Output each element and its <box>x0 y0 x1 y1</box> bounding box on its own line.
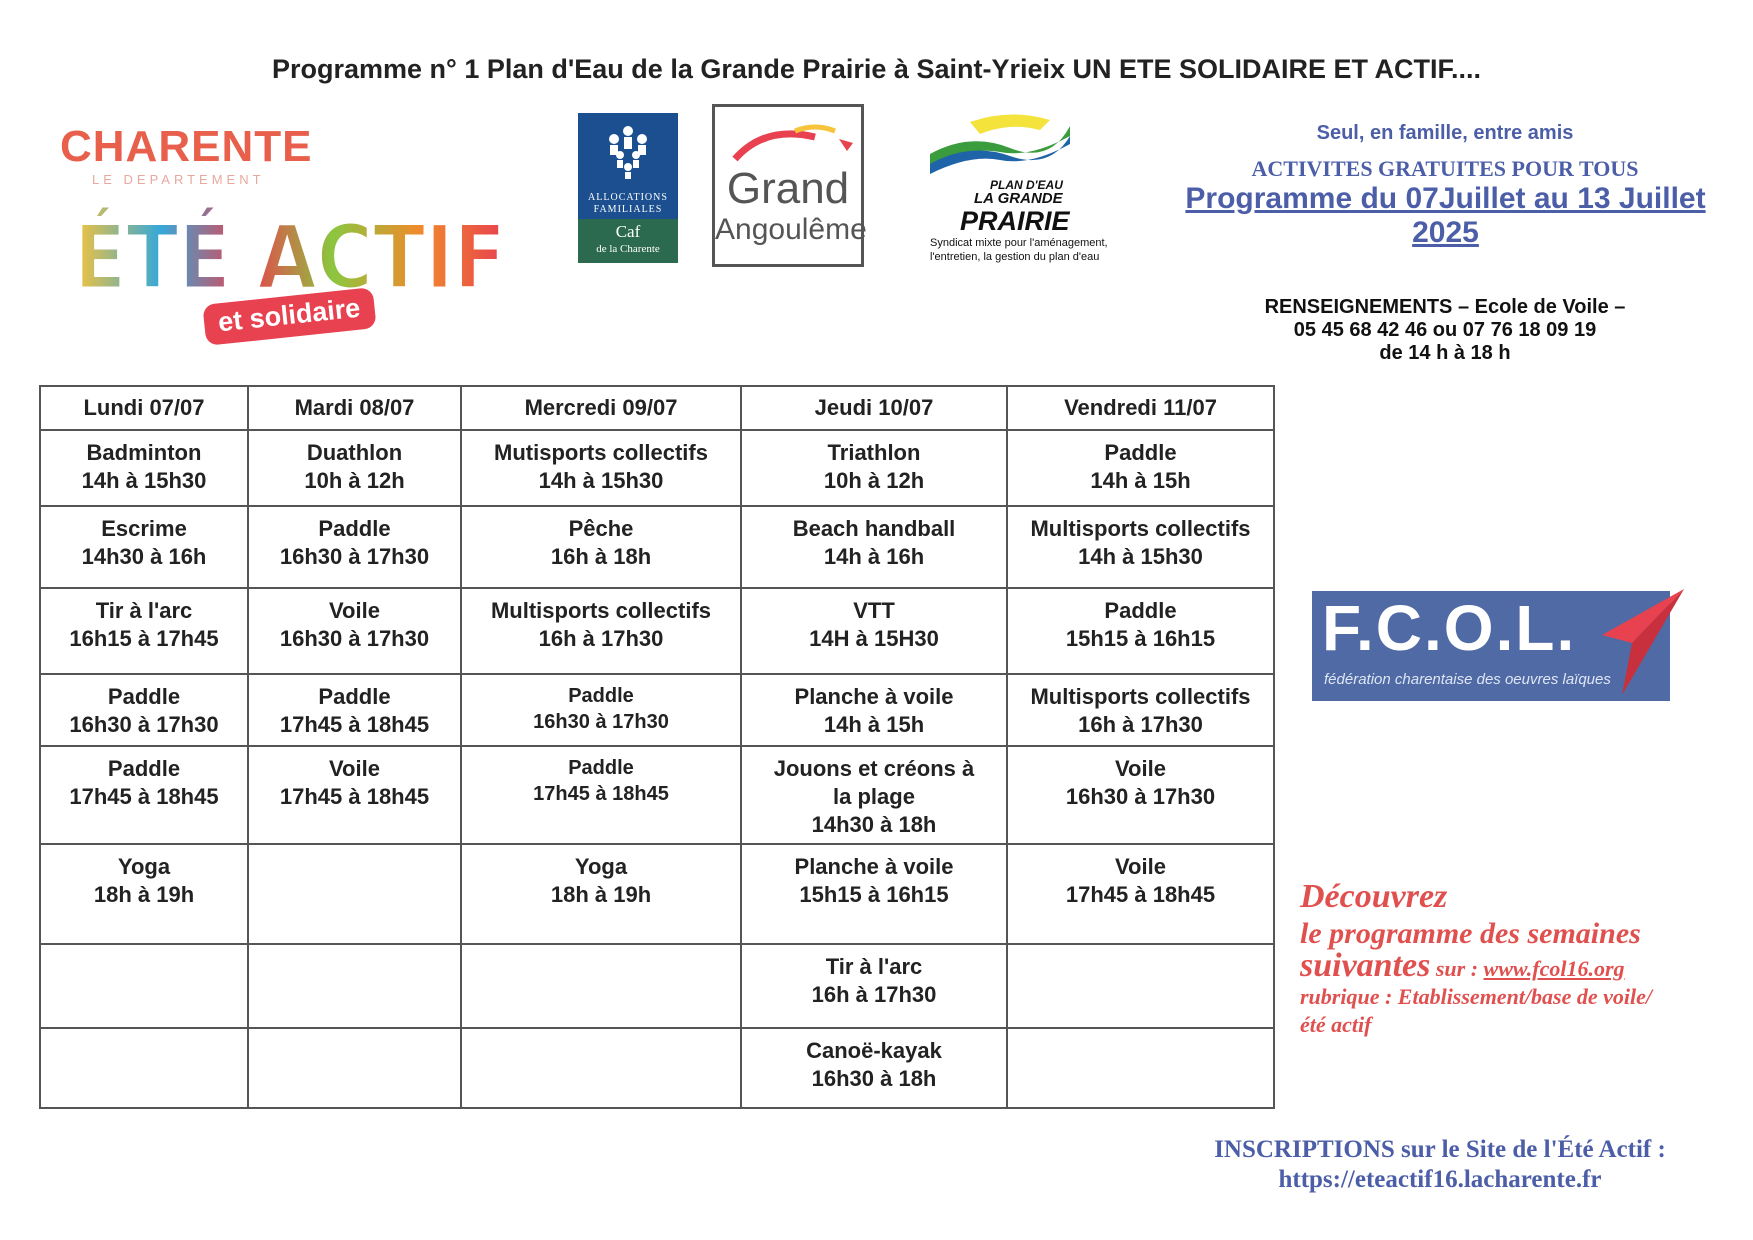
activity-time: 14h à 16h <box>823 544 925 569</box>
contact-info <box>1195 296 1695 365</box>
schedule-cell <box>248 674 461 746</box>
activity-time: 16h30 à 17h30 <box>69 712 219 737</box>
activity-name: Paddle <box>1104 598 1177 623</box>
activity-time: 14h à 15h30 <box>538 468 664 493</box>
schedule-cell <box>40 674 248 746</box>
table-row <box>40 674 1274 746</box>
discover-line4: rubrique : Etablissement/base de voile/ <box>1300 984 1652 1009</box>
activity-name: Paddle <box>107 684 181 709</box>
activity-name: Planche à voile <box>794 854 954 879</box>
fcol-logo <box>1312 585 1692 703</box>
discover-on-text: sur : <box>1430 956 1484 981</box>
day-header: Lundi 07/07 <box>40 386 248 430</box>
activity-name: Multisports collectifs <box>1030 684 1251 709</box>
grande-prairie-line2: LA GRANDE <box>974 190 1063 207</box>
schedule-cell <box>461 1028 741 1108</box>
schedule-cell <box>248 588 461 674</box>
schedule-cell <box>741 746 1007 844</box>
table-row <box>40 430 1274 506</box>
activity-time: 14h à 15h30 <box>81 468 207 493</box>
schedule-cell <box>741 674 1007 746</box>
schedule-cell <box>461 844 741 944</box>
discover-block <box>1300 878 1740 1039</box>
activity-time: 10h à 12h <box>304 468 405 493</box>
activity-name: Voile <box>329 598 380 623</box>
activity-time: 16h30 à 18h <box>811 1066 937 1091</box>
activity-name: Voile <box>1115 854 1166 879</box>
activity-time: 16h30 à 17h30 <box>279 544 430 569</box>
activity-name: Paddle <box>568 685 634 707</box>
activity-time: 14h à 15h30 <box>1078 544 1203 569</box>
ete-actif-text: ÉTÉ ACTIF <box>74 206 506 302</box>
activity-time: 10h à 12h <box>823 468 925 493</box>
table-row <box>40 844 1274 944</box>
schedule-cell <box>461 430 741 506</box>
table-row <box>40 944 1274 1028</box>
page-title: Programme n° 1 Plan d'Eau de la Grande Prairie à Saint-Yrieix UN ETE SOLIDAIRE ET ACTIF.... <box>271 54 1482 84</box>
activity-time: 18h à 19h <box>550 882 652 907</box>
activity-name: Duathlon <box>306 440 403 465</box>
ete-actif-wordmark <box>70 202 516 302</box>
activity-name: Paddle <box>107 756 181 781</box>
grand-angouleme-logo <box>712 104 867 267</box>
contact-phone: 05 45 68 42 46 ou 07 76 18 09 19 <box>1293 319 1597 341</box>
day-header: Jeudi 10/07 <box>741 386 1007 430</box>
activity-name: Voile <box>329 756 380 781</box>
activity-name: Paddle <box>1104 440 1177 465</box>
activity-name: Paddle <box>318 684 391 709</box>
schedule-cell <box>1007 746 1274 844</box>
day-header: Mercredi 09/07 <box>461 386 741 430</box>
caf-name: Caf <box>615 222 641 241</box>
schedule-cell <box>248 506 461 588</box>
schedule-cell <box>461 944 741 1028</box>
caf-family-icon <box>598 121 658 181</box>
caf-line2: FAMILIALES <box>593 204 663 215</box>
table-row <box>40 588 1274 674</box>
activity-name: Tir à l'arc <box>825 954 923 979</box>
charente-logo-subtitle: LE DEPARTEMENT <box>92 172 265 187</box>
schedule-cell <box>741 844 1007 944</box>
day-header: Vendredi 11/07 <box>1007 386 1274 430</box>
schedule-cell <box>40 588 248 674</box>
schedule-cell <box>1007 1028 1274 1108</box>
schedule-cell <box>741 588 1007 674</box>
schedule-cell <box>741 1028 1007 1108</box>
schedule-cell <box>461 506 741 588</box>
charente-ete-actif-logo <box>60 120 520 350</box>
schedule-cell <box>1007 944 1274 1028</box>
tagline: Seul, en famille, entre amis <box>1316 122 1574 144</box>
activity-name: Escrime <box>101 516 187 541</box>
grande-prairie-line3: PRAIRIE <box>960 206 1070 236</box>
activity-time: 17h45 à 18h45 <box>1065 882 1216 907</box>
schedule-cell <box>461 588 741 674</box>
schedule-cell <box>40 506 248 588</box>
activity-time: 14h30 à 18h <box>811 812 937 837</box>
schedule-cell <box>1007 588 1274 674</box>
activity-time: 16h15 à 17h45 <box>69 626 219 651</box>
discover-line1: Découvrez <box>1300 878 1448 915</box>
caf-line1: ALLOCATIONS <box>588 192 668 203</box>
activity-name: Multisports collectifs <box>490 598 712 623</box>
grande-prairie-sub2: l'entretien, la gestion du plan d'eau <box>930 251 1100 263</box>
schedule-cell <box>741 506 1007 588</box>
schedule-cell <box>741 944 1007 1028</box>
discover-line3: suivantes <box>1300 947 1431 984</box>
grande-prairie-logo <box>930 112 1130 262</box>
schedule-cell <box>461 674 741 746</box>
schedule-cell <box>461 746 741 844</box>
schedule-cell <box>248 1028 461 1108</box>
activity-name: Paddle <box>318 516 391 541</box>
discover-line5: été actif <box>1300 1012 1372 1037</box>
schedule-cell <box>1007 674 1274 746</box>
activity-name: Paddle <box>568 757 634 779</box>
activity-name: Yoga <box>574 854 628 879</box>
activity-time: 17h45 à 18h45 <box>533 783 669 805</box>
activity-time: 18h à 19h <box>93 882 195 907</box>
activity-name: Planche à voile <box>794 684 954 709</box>
schedule-cell <box>40 430 248 506</box>
activity-time: 16h à 17h30 <box>538 626 664 651</box>
activity-time: 16h30 à 17h30 <box>279 626 430 651</box>
program-dates: Programme du 07Juillet au 13 Juillet 2025 <box>1185 182 1706 249</box>
grande-prairie-sub1: Syndicat mixte pour l'aménagement, <box>930 237 1108 249</box>
schedule-cell <box>40 746 248 844</box>
activity-time: 17h45 à 18h45 <box>279 712 430 737</box>
grand-angouleme-line1: Grand <box>726 164 850 213</box>
activity-time: 16h à 17h30 <box>1078 712 1203 737</box>
activity-time: 14h30 à 16h <box>81 544 207 569</box>
activity-name: Mutisports collectifs <box>494 440 708 465</box>
inscriptions-line1: INSCRIPTIONS sur le Site de l'Été Actif : <box>1214 1136 1666 1163</box>
activity-name: VTT <box>853 598 895 623</box>
table-row <box>40 1028 1274 1108</box>
activity-time: 16h30 à 17h30 <box>533 711 669 733</box>
activity-time: 14H à 15H30 <box>809 626 939 651</box>
activity-time: 16h à 17h30 <box>811 982 937 1007</box>
schedule-header-row <box>40 386 1274 430</box>
activity-name: Jouons et créons à la plage <box>773 756 975 809</box>
table-row <box>40 746 1274 844</box>
schedule-table <box>39 385 1275 1109</box>
grand-angouleme-line2: Angoulême <box>715 213 867 246</box>
inscriptions-url-link[interactable]: https://eteactif16.lacharente.fr <box>1278 1166 1602 1193</box>
table-row <box>40 506 1274 588</box>
schedule-cell <box>1007 430 1274 506</box>
activity-name: Voile <box>1115 756 1166 781</box>
activity-name: Multisports collectifs <box>1030 516 1251 541</box>
schedule-cell <box>40 1028 248 1108</box>
caf-dept: de la Charente <box>596 243 660 255</box>
activity-name: Badminton <box>86 440 202 465</box>
activity-name: Canoë-kayak <box>806 1038 942 1063</box>
activity-time: 16h à 18h <box>550 544 652 569</box>
schedule-cell <box>248 430 461 506</box>
schedule-cell <box>248 944 461 1028</box>
schedule-cell <box>741 430 1007 506</box>
contact-hours: de 14 h à 18 h <box>1379 342 1511 364</box>
grand-angouleme-swoosh-icon <box>715 117 861 167</box>
grande-prairie-line1: PLAN D'EAU <box>990 178 1063 192</box>
schedule-cell <box>1007 506 1274 588</box>
discover-line2: le programme des semaines <box>1300 917 1641 950</box>
activity-name: Pêche <box>568 516 634 541</box>
schedule-cell <box>40 944 248 1028</box>
activity-time: 17h45 à 18h45 <box>279 784 430 809</box>
charente-logo-name: CHARENTE <box>60 122 313 171</box>
activity-name: Tir à l'arc <box>95 598 193 623</box>
day-header: Mardi 08/07 <box>248 386 461 430</box>
free-activities-text: ACTIVITES GRATUITES POUR TOUS <box>1251 156 1639 181</box>
activity-time: 15h15 à 16h15 <box>799 882 949 907</box>
activity-name: Yoga <box>117 854 171 879</box>
inscriptions-block <box>1140 1135 1740 1195</box>
caf-logo <box>578 113 678 263</box>
fcol-arrow-icon <box>1572 585 1692 703</box>
fcol-website-link[interactable]: www.fcol16.org <box>1483 956 1625 981</box>
activity-time: 17h45 à 18h45 <box>69 784 219 809</box>
schedule-cell <box>248 746 461 844</box>
schedule-cell <box>1007 844 1274 944</box>
et-solidaire-badge: et solidaire <box>202 287 376 346</box>
activity-time: 16h30 à 17h30 <box>1065 784 1216 809</box>
activity-time: 15h15 à 16h15 <box>1065 626 1216 651</box>
contact-info-line1: RENSEIGNEMENTS – Ecole de Voile – <box>1264 296 1626 318</box>
schedule-cell <box>40 844 248 944</box>
activity-time: 14h à 15h <box>1090 468 1191 493</box>
fcol-name: F.C.O.L. <box>1322 592 1577 664</box>
activity-name: Beach handball <box>792 516 956 541</box>
activity-name: Triathlon <box>827 440 921 465</box>
fcol-subtitle: fédération charentaise des oeuvres laïques <box>1324 671 1611 688</box>
activity-time: 14h à 15h <box>823 712 925 737</box>
schedule-cell <box>248 844 461 944</box>
